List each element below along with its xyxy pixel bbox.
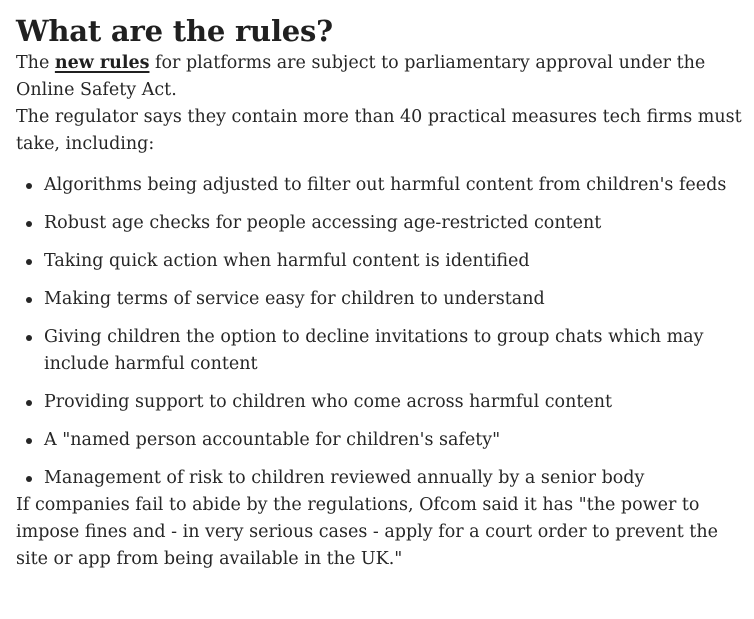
intro-suffix: for platforms are subject to parliamentary approval under the Online Safety Act.	[16, 53, 706, 100]
bullet-icon	[26, 183, 32, 189]
list-item	[16, 210, 744, 237]
closing-paragraph: If companies fail to abide by the regulations, Ofcom said it has "the power to impose fines and - in very serious cases - apply for a court order to prevent the site or app from being available in the UK."	[16, 495, 718, 569]
list-item	[16, 324, 744, 378]
bullet-icon	[26, 259, 32, 265]
list-item	[16, 286, 744, 313]
list-item-text: Providing support to children who come across harmful content	[44, 392, 613, 412]
list-item-text: Giving children the option to decline invitations to group chats which may include harmful content	[44, 327, 704, 374]
list-item	[16, 248, 744, 275]
list-item-text: Robust age checks for people accessing age-restricted content	[44, 213, 602, 233]
bullet-icon	[26, 438, 32, 444]
bullet-icon	[26, 476, 32, 482]
intro-paragraph	[16, 50, 744, 104]
bullet-icon	[26, 297, 32, 303]
article-section	[16, 0, 744, 573]
list-item	[16, 172, 744, 199]
section-heading: What are the rules?	[16, 14, 333, 48]
bullet-icon	[26, 221, 32, 227]
list-item	[16, 389, 744, 416]
list-item-text: Algorithms being adjusted to filter out harmful content from children's feeds	[44, 175, 727, 195]
list-item-text: Management of risk to children reviewed annually by a senior body	[44, 468, 645, 488]
list-item-text: Making terms of service easy for children to understand	[44, 289, 545, 309]
regulator-paragraph: The regulator says they contain more than 40 practical measures tech firms must take, including:	[16, 107, 742, 154]
new-rules-link[interactable]: new rules	[54, 53, 150, 73]
intro-prefix: The	[16, 53, 55, 73]
bullet-icon	[26, 400, 32, 406]
bullet-icon	[26, 335, 32, 341]
list-item-text: A "named person accountable for children's safety"	[44, 430, 501, 450]
list-item	[16, 427, 744, 454]
list-item	[16, 465, 744, 492]
list-item-text: Taking quick action when harmful content is identified	[44, 251, 530, 271]
measures-list	[16, 172, 744, 492]
